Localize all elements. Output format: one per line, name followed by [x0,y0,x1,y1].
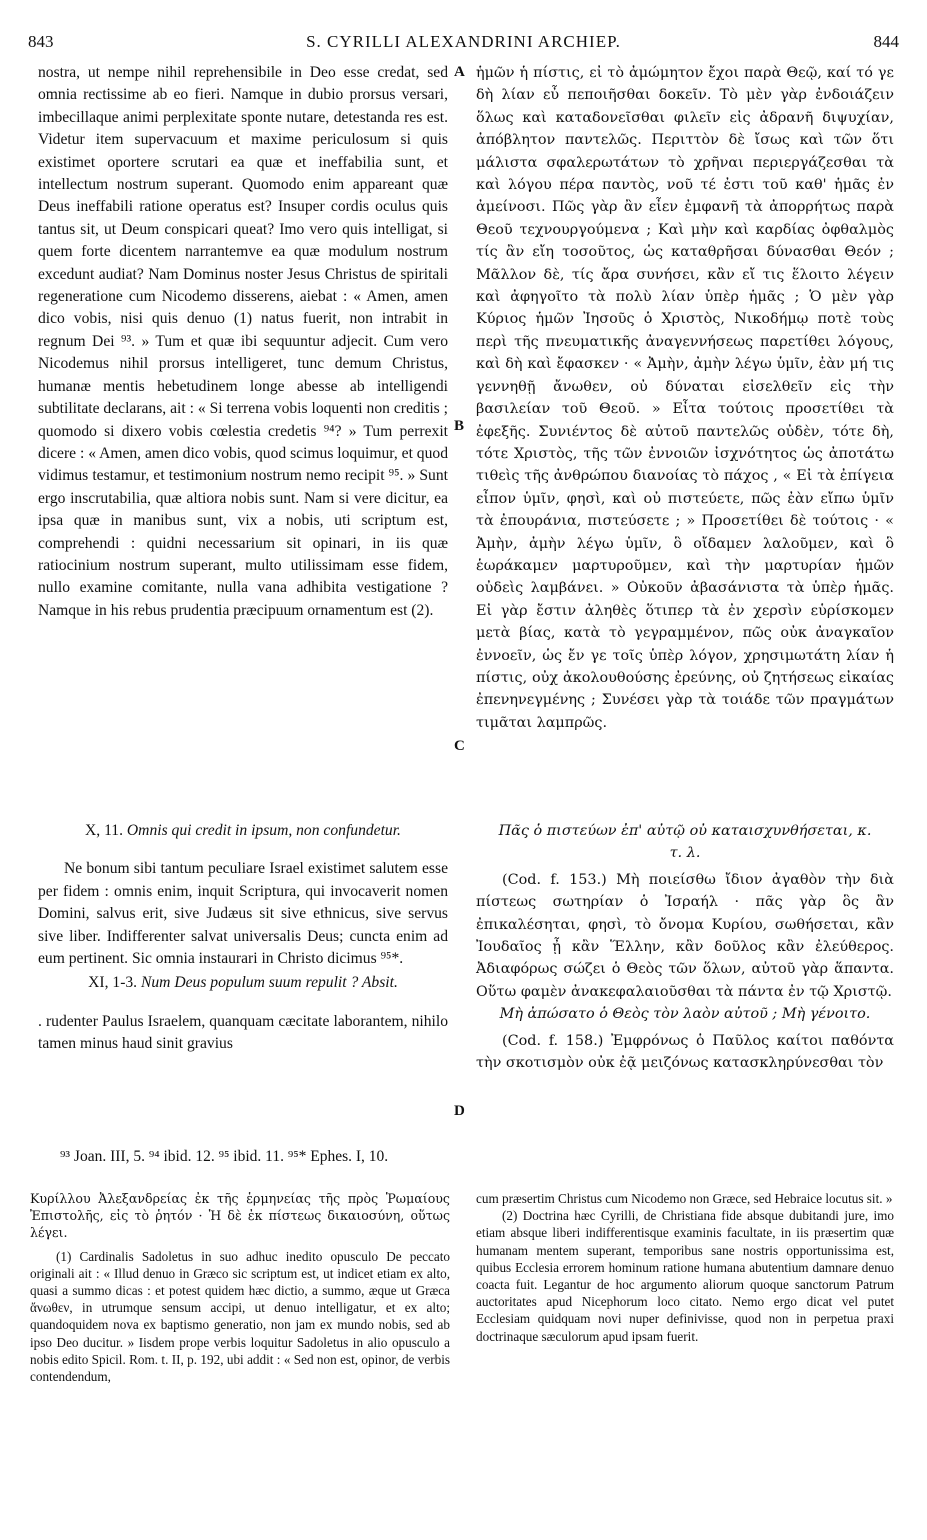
scripture-references: ⁹³ Joan. III, 5. ⁹⁴ ibid. 12. ⁹⁵ ibid. 11. ⁹⁵* Ephes. I, 10. [60,1148,389,1165]
latin-column-top [38,62,448,622]
footnote-2: (2) Doctrina hæc Cyrilli, de Christiana fide absque dubitandi jure, imo etiam absque liberi indifferentisque examinis facultate, in iis præsertim quæ humanam mentem superant, temporibus sane nostris opportunissima est, quibus Ecclesia errorem hominum ratione humana abutentium damnare denuo coacta fuit. Legantur de hoc argumento aliorum quoque sanctorum Patrum auctoritates apud Nicephorum loco citato. Nemo ergo dicat vel putet Ecclesiam quidquam novi nuper definivisse, quod non in perpetua praxi doctrinaque sæculorum apud ipsam fuerit. [476,1208,894,1344]
margin-letter-d: D [454,1103,465,1119]
latin-heading-1-text: Omnis qui credit in ipsum, non confundetur. [126,822,401,839]
margin-letter-a: A [454,64,465,80]
margin-letter-c: C [454,738,465,754]
greek-column-top [476,62,894,734]
latin-heading-2-ref: XI, 1-3. [88,974,138,992]
greek-paragraph-2: (Cod. f. 153.) Μὴ ποιείσθω ἴδιον ἀγαθὸν τὴν διὰ πίστεως σωτηρίαν ὁ Ἰσραήλ · πᾶς γὰρ ὃς ἂν ἐπικαλέσηται, φησὶ, τὸ ὄνομα Κυρίου, σωθήσεται, κἂν Ἰουδαῖος ᾖ κἂν Ἕλλην, κἂν δοῦλος κἂν ἐλεύθερος. Ἀδιαφόρως σώζει ὁ Θεὸς τῶν ὅλων, αὐτοῦ γὰρ ἅπαντα. Οὕτω φαμὲν ἀνακεφαλαιοῦσθαι τὰ πάντα ἐν τῷ Χριστῷ. [476,871,894,1000]
latin-heading-2 [38,972,448,994]
latin-heading-1 [38,820,448,842]
greek-paragraph-3: (Cod. f. 158.) Ἐμφρόνως ὁ Παῦλος καίτοι παθόντα τὴν σκοτισμὸν οὐκ ἐᾷ μειζόνως κατασκληρύνεσθαι τὸν [476,1032,894,1072]
latin-paragraph-3: . rudenter Paulus Israelem, quanquam cæcitate laborantem, nihilo tamen minus haud sinit gravius [38,1012,448,1053]
footnotes-right [476,1190,894,1345]
latin-heading-1-ref: X, 11. [85,822,124,839]
footnote-1-continuation: cum præsertim Christus cum Nicodemo non Græce, sed Hebraice locutus sit. » [476,1191,893,1206]
running-title: S. CYRILLI ALEXANDRINI ARCHIEP. [306,32,621,51]
greek-heading-1: Πᾶς ὁ πιστεύων ἐπ' αὐτῷ οὐ καταισχυνθήσεται, κ. τ. λ. [498,823,872,862]
greek-heading-2: Μὴ ἀπώσατο ὁ Θεὸς τὸν λαὸν αὐτοῦ ; Μὴ γένοιτο. [499,1006,871,1023]
footnotes-left [30,1190,450,1385]
latin-paragraph-1: nostra, ut nempe nihil reprehensibile in Deo esse credat, sed omnia rectissime ab eo fieri. Namque in dubio prorsus versari, imbecillaque animi perplexitate sponte nutare, detestanda res est. Videtur item supervacuum et maxime periculosum si quis existimet oportere scrutari ea quæ et ineffabilia sunt, et intellectum nostrum superant. Quomodo enim appareant quæ Deus ineffabili ratione operatus est? Insuper cordis oculus quis tantus sit, ut Deum conspicari queat? Imo vero quis intelligat, si quem forte dicentem narrantemve ea quæ modulum nostrum excedunt audiat? Nam Dominus noster Jesus Christus de spiritali regeneratione cum Nicodemo disserens, aiebat : « Amen, amen dico vobis, nisi quis denuo (1) natus fuerit, non intrabit in regnum Dei ⁹³. » Tum et quæ ibi sequuntur adjecit. Cum vero Nicodemus nihil prorsus intelligeret, tunc demum Christus, humanæ mentis hebetudinem longe abesse ab intelligendi subtilitate declarans, ait : « Si terrena vobis loquenti non creditis ; quomodo si dixero vobis cœlestia credetis ⁹⁴? » Tum perrexit dicere : « Amen, amen dico vobis, quod scimus loquimur, et quod vidimus testamur, et testimonium nostrum nemo recipit ⁹⁵. » Sunt ergo inscrutabilia, quæ altiora nobis sunt. Nam si vere dicitur, ea ipsa quæ in manibus sunt, vix a nobis, uti scriptum est, comprehendi : quidni necessarium sit opinari, in iis quæ ratiocinium nostrum superant, multo utilissimam esse fidem, nullo examine comitante, nulla vana adhibita vestigatione ? Namque in his rebus prudentia præcipuum ornamentum est (2). [38,64,448,619]
footnote-1: (1) Cardinalis Sadoletus in suo adhuc inedito opusculo De peccato originali ait : « Illud denuo in Græco sic scriptum est, ut indicet etiam ex alto, quasi a summo dicas : et potest quidem hæc dictio, a summo, æque ut Græca ἄνωθεν, in utrumque sensum accipi, ut denuo intelligatur, et ex alto; quandoquidem nova ex baptismo generatio, non jam ex mundo nobis, sed ab ipso Deo ducitur. » Iisdem prope verbis loquitur Sadoletus in alio opusculo a nobis edito Spicil. Rom. t. II, p. 192, ubi addit : « Sed non est, opinor, de verbis contendendum, [30,1248,450,1385]
margin-letter-b: B [454,418,465,434]
page-header [28,32,899,54]
page-number-left: 843 [28,32,54,51]
latin-heading-2-text: Num Deus populum suum repulit ? Absit. [140,974,398,992]
page-number-right: 844 [873,32,899,51]
latin-paragraph-2: Ne bonum sibi tantum peculiare Israel existimet salutem esse per fidem : omnis enim, inquit Scriptura, qui invocaverit nomen Domini, salvus erit, sive Judæus sit sive ethnicus, sive servus sive liber. Indifferenter salvat universalis Deus; cuncta enim ad eum pertinent. Sic omnia instaurari in Christo dicimus ⁹⁵*. [38,860,448,968]
greek-column-bottom [476,820,894,1074]
greek-paragraph-1: ἡμῶν ἡ πίστις, εἰ τὸ ἀμώμητον ἔχοι παρὰ Θεῷ, καί τό γε δὴ λίαν εὖ πεποιῆσθαι δοκεῖν. Τὸ μὲν γὰρ ἐνδοιάζειν ὅλως καὶ καταδονεῖσθαι φιλεῖν εἰς ἀδρανῆ διψυχίαν, ἀπόβλητον παντελῶς. Περιττὸν δὲ ἴσως καὶ τῶν ὅτι μάλιστα σφαλερωτάτων τὸ χρῆναι περιεργάζεσθαι τὰ καὶ λόγου πέρα παντὸς, νοῦ τέ ἐστι τοῦ καθ' ἡμᾶς ἐν ἀμείνοσι. Πῶς γὰρ ἂν εἶεν ἐμφανῆ τὰ ἀπορρήτως παρὰ Θεοῦ τεχνουργούμενα ; Καὶ μὴν καὶ καρδίας ὀφθαλμὸς τίς ἂν εἴη τοσοῦτος, ὡς καταθρῆσαι δύνασθαι Θεόν ; Μᾶλλον δὲ, τίς ἄρα συνήσει, κἂν εἴ τις ἕλοιτο λέγειν καὶ ἀφηγοῖτο τὰ πολὺ λίαν ὑπὲρ ἡμᾶς ; Ὁ μὲν γὰρ Κύριος ἡμῶν Ἰησοῦς ὁ Χριστὸς, Νικοδήμῳ ποτὲ τοὺς περὶ τῆς πνευματικῆς ἀναγεννήσεως παρετίθει λόγους, καὶ δὴ καὶ ἔφασκεν · « Ἀμὴν, ἀμὴν λέγω ὑμῖν, ἐὰν μή τις γεννηθῇ ἄνωθεν, οὐ δύναται εἰσελθεῖν εἰς τὴν βασιλείαν τοῦ Θεοῦ. » Εἶτα τούτοις προσετίθει τὰ ἐφεξῆς. Συνιέντος δὲ αὐτοῦ παντελῶς οὐδὲν, τότε δὴ, τότε Χριστὸς, τῆς τῶν ἐννοιῶν ἰσχνότητος ὡς ἀποτάτω τιθεὶς τῆς ἀνθρώπου διανοίας τὸ πάχος , « Εἰ τὰ ἐπίγεια εἶπον ὑμῖν, φησὶ, καὶ οὐ πιστεύετε, πῶς ἐὰν εἴπω ὑμῖν τὰ ἐπουράνια, πιστεύσετε ; » Προσετίθει δὲ τούτοις · « Ἀμὴν, ἀμὴν λέγω ὑμῖν, ὃ οἴδαμεν λαλοῦμεν, καὶ ὃ ἑωράκαμεν μαρτυροῦμεν, καὶ τὴν μαρτυρίαν ἡμῶν οὐδεὶς λαμβάνει. » Οὐκοῦν ἀβασάνιστα τὰ ὑπὲρ ἡμᾶς. Εἰ γὰρ ἔστιν ἀληθὲς ὅτιπερ τὰ ἐν χερσὶν εὑρίσκομεν μετὰ βίας, κατὰ τὸ γεγραμμένον, πῶς οὐκ ἀναγκαῖον ἐννοεῖν, ὡς ἔν γε τοῖς ὑπὲρ λόγον, χρησιμωτάτη λίαν ἡ πίστις, οὐχ ἀκολουθούσης ἐρεύνης, οὐ ζητήσεως εἰκαίας ἐπενηνεγμένης ; Συνέσει γὰρ τὰ τοιάδε τῶν πραγμάτων τιμᾶται λαμπρῶς. [476,65,894,731]
latin-column-bottom [38,820,448,1056]
footnote-greek-intro: Κυρίλλου Ἀλεξανδρείας ἐκ τῆς ἑρμηνείας τῆς πρὸς Ῥωμαίους Ἐπιστολῆς, εἰς τὸ ῥητόν · Ἡ δὲ ἐκ πίστεως δικαιοσύνη, οὕτως λέγει. [30,1191,450,1241]
